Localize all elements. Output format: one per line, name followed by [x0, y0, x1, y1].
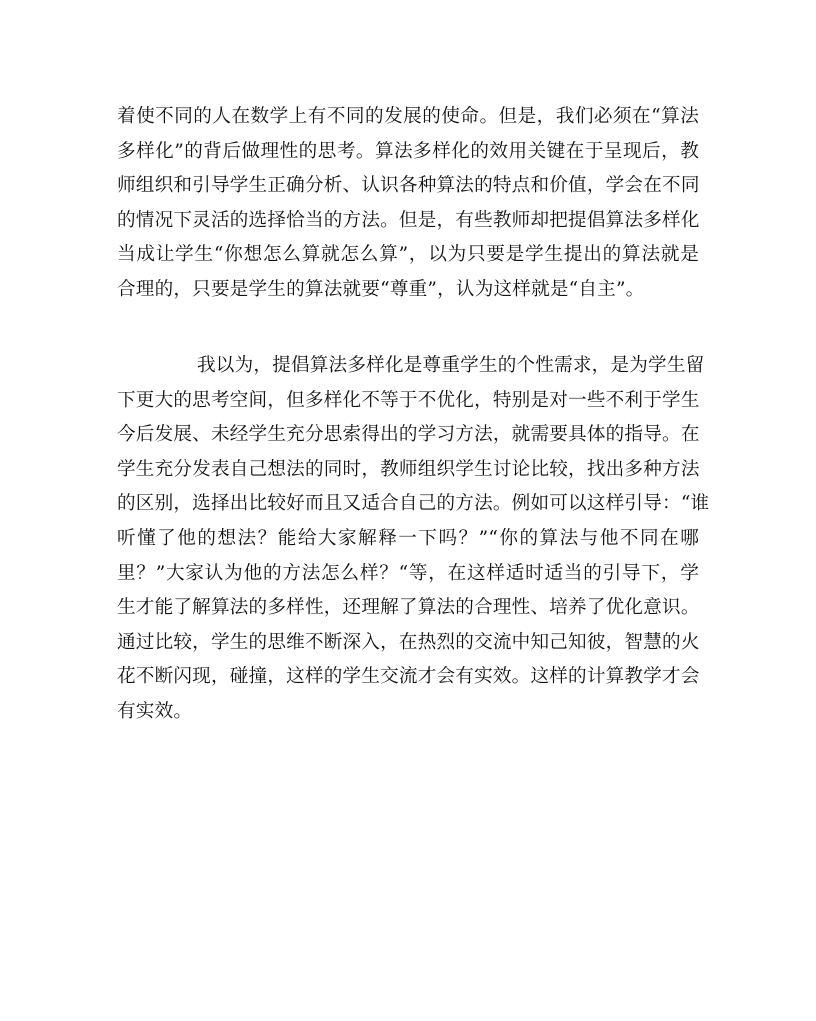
paragraph-line: 的情况下灵活的选择恰当的方法。但是，有些教师却把提倡算法多样化 [117, 209, 700, 231]
paragraph-line: 的区别，选择出比较好而且又适合自己的方法。例如可以这样引导：“谁 [117, 493, 710, 515]
paragraph-1 [117, 100, 699, 308]
paragraph-line: 花不断闪现，碰撞，这样的学生交流才会有实效。这样的计算教学才会 [117, 666, 700, 688]
paragraph-2 [117, 349, 710, 730]
paragraph-line: 有实效。 [117, 700, 193, 722]
paragraph-line: 我以为，提倡算法多样化是尊重学生的个性需求，是为学生留 [197, 355, 705, 376]
paragraph-line: 里？”大家认为他的方法怎么样？“等，在这样适时适当的引导下，学 [117, 562, 699, 584]
paragraph-line: 今后发展、未经学生充分思索得出的学习方法，就需要具体的指导。在 [117, 424, 700, 446]
paragraph-line: 当成让学生“你想怎么算就怎么算”，以为只要是学生提出的算法就是 [117, 244, 699, 266]
paragraph-line: 多样化”的背后做理性的思考。算法多样化的效用关键在于呈现后，教 [117, 140, 699, 162]
paragraph-line: 师组织和引导学生正确分析、认识各种算法的特点和价值，学会在不同 [117, 175, 700, 197]
paragraph-line: 下更大的思考空间，但多样化不等于不优化，特别是对一些不利于学生 [117, 389, 700, 411]
paragraph-line: 着使不同的人在数学上有不同的发展的使命。但是，我们必须在“算法 [117, 106, 699, 127]
paragraph-line: 学生充分发表自己想法的同时，教师组织学生讨论比较，找出多种方法 [117, 458, 700, 480]
paragraph-line: 通过比较，学生的思维不断深入，在热烈的交流中知己知彼，智慧的火 [117, 631, 700, 653]
paragraph-line: 合理的，只要是学生的算法就要“尊重”，认为这样就是“自主”。 [117, 278, 645, 300]
paragraph-line: 生才能了解算法的多样性，还理解了算法的合理性、培养了优化意识。 [117, 597, 700, 619]
paragraph-line: 听懂了他的想法？能给大家解释一下吗？”“你的算法与他不同在哪 [117, 527, 699, 549]
